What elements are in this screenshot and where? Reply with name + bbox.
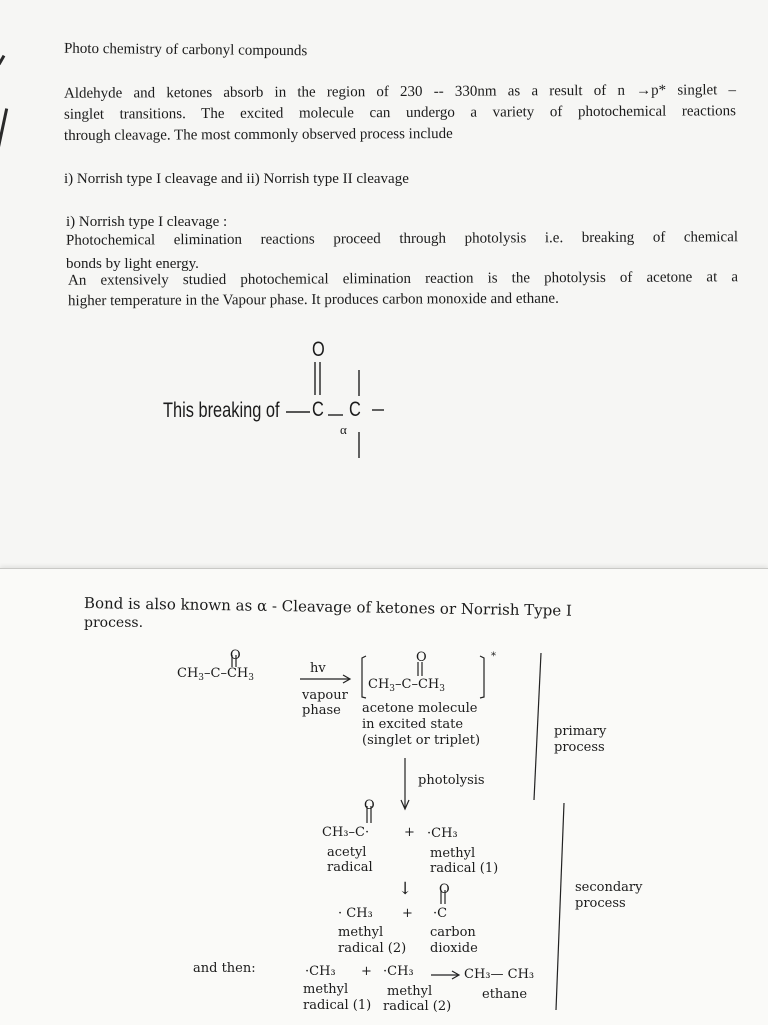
excited-star: * — [491, 651, 496, 662]
final-m2-label-1: methyl — [387, 984, 433, 999]
section-heading: i) Norrish type I cleavage : — [66, 214, 228, 230]
secondary-label-1: secondary — [575, 880, 643, 895]
carbon-oxygen: O — [439, 882, 450, 897]
para2-line-2: bonds by light energy. — [66, 256, 199, 272]
excited-mid: –C–CH — [395, 677, 440, 692]
acetyl-plus: + — [404, 825, 415, 840]
para2-line-3: An extensively studied photochemical elimination reaction is the photolysis of acetone at a — [67, 269, 739, 289]
ethane-formula: CH₃— CH₃ — [464, 967, 535, 982]
alpha-cleavage-line-1: Bond is also known as α - Cleavage of ketones or Norrish Type I — [83, 594, 573, 620]
excited-sub: 3 — [389, 684, 396, 694]
photolysis-label: photolysis — [418, 773, 485, 788]
methyl-radical-1: ·CH₃ — [427, 826, 458, 841]
vapour-label: vapour — [302, 688, 348, 703]
carbon-radical: ·C — [433, 906, 448, 921]
phase-label: phase — [302, 703, 341, 718]
excited-desc-2: in excited state — [362, 717, 464, 732]
final-m2-label-2: radical (2) — [383, 999, 452, 1014]
para2-line-4: higher temperature in the Vapour phase. It produces carbon monoxide and ethane. — [67, 290, 559, 310]
cleavage-list: i) Norrish type I cleavage and ii) Norrish type II cleavage — [64, 171, 409, 187]
reactant-mid: –C–CH — [204, 666, 249, 681]
final-methyl-a: ·CH₃ — [305, 964, 336, 979]
final-m1-label-2: radical (1) — [303, 998, 372, 1013]
and-then-label: and then: — [193, 961, 256, 976]
excited-desc-1: acetone molecule — [362, 701, 478, 716]
excited-oxygen: O — [416, 650, 427, 665]
methyl1-label-2: radical (1) — [430, 861, 499, 876]
para2-line-1: Photochemical elimination reactions proceed through photolysis i.e. breaking of chemical — [65, 229, 739, 249]
carbon-label-2: dioxide — [430, 941, 478, 956]
methyl2-label-1: methyl — [338, 925, 384, 940]
hv-label: hv — [310, 661, 326, 676]
final-m1-label-1: methyl — [303, 982, 349, 997]
reactant-sub-2: 3 — [248, 673, 254, 683]
bond-carbon-2: C — [349, 398, 361, 421]
secondary-label-2: process — [575, 896, 626, 911]
page-title: Photo chemistry of carbonyl compounds — [63, 40, 308, 60]
bond-oxygen: O — [312, 338, 325, 361]
intro-line-2: singlet transitions. The excited molecule can undergo a variety of photochemical reactions — [63, 103, 737, 123]
acetyl-formula: CH₃–C· — [322, 825, 370, 840]
intro-line-3: through cleavage. The most commonly observed process include — [63, 125, 453, 145]
methyl1-label-1: methyl — [430, 846, 476, 861]
ethane-label: ethane — [482, 987, 528, 1002]
reactant-oxygen: O — [230, 648, 241, 663]
carbon-label-1: carbon — [430, 925, 476, 940]
methyl-radical-2: · CH₃ — [338, 906, 373, 921]
acetyl-oxygen: O — [364, 798, 375, 813]
step2-plus: + — [402, 906, 413, 921]
alpha-symbol: α — [340, 422, 347, 437]
methyl2-label-2: radical (2) — [338, 941, 407, 956]
primary-label-1: primary — [554, 724, 607, 739]
breaking-label: This breaking of — [163, 399, 280, 422]
bond-carbon-1: C — [312, 398, 324, 421]
final-methyl-b: ·CH₃ — [383, 964, 414, 979]
acetyl-label-2: radical — [327, 860, 373, 875]
down-arrow-2: ↓ — [398, 879, 413, 899]
reactant-ch: CH — [177, 666, 199, 681]
final-plus: + — [361, 964, 372, 979]
primary-label-2: process — [554, 740, 605, 755]
reactant-sub: 3 — [198, 673, 205, 683]
intro-line-1: Aldehyde and ketones absorb in the region of 230 -- 330nm as a result of n →p* singlet – — [63, 82, 737, 102]
alpha-cleavage-line-2: process. — [84, 615, 144, 631]
excited-desc-3: (singlet or triplet) — [362, 733, 481, 748]
acetyl-label-1: acetyl — [327, 845, 367, 860]
excited-sub-2: 3 — [439, 684, 445, 694]
excited-ch: CH — [368, 677, 390, 692]
